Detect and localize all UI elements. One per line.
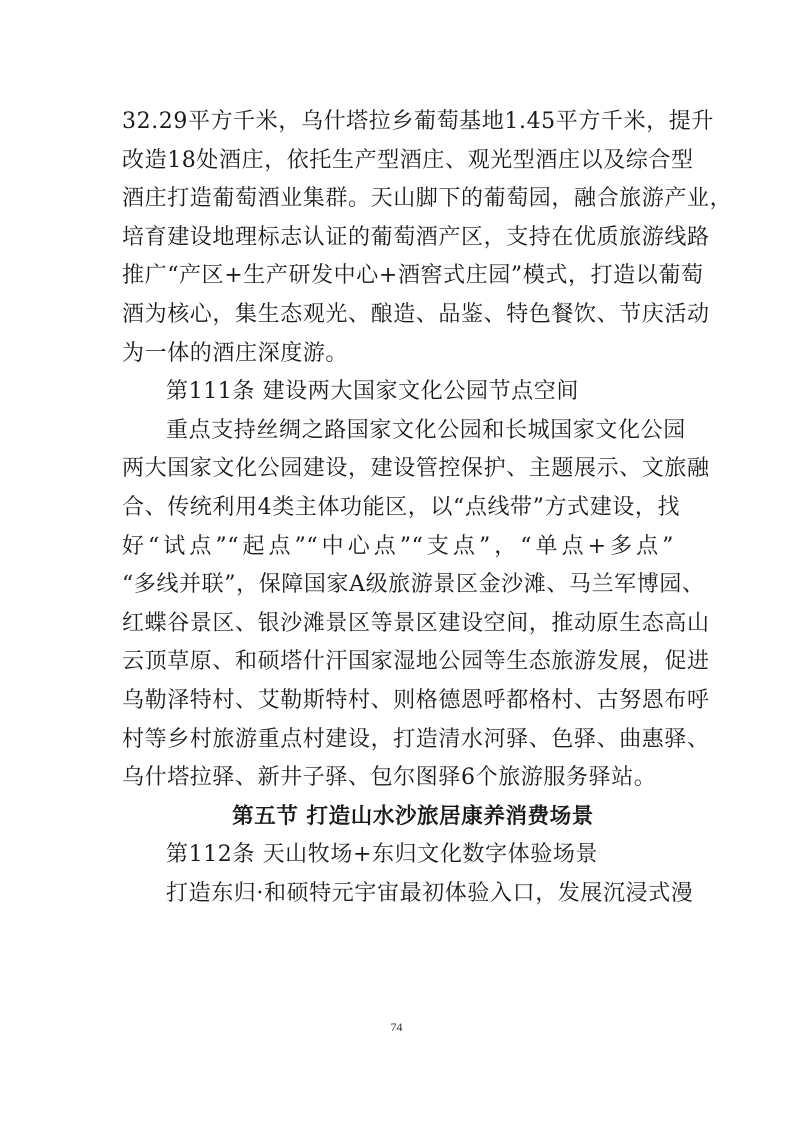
paragraph-line: 乌什塔拉驿、新井子驿、包尔图驿6个旅游服务驿站。 bbox=[122, 765, 657, 791]
paragraph-line: 改造18处酒庄，依托生产型酒庄、观光型酒庄以及综合型 bbox=[122, 147, 694, 173]
paragraph-line: 酒庄打造葡萄酒业集群。天山脚下的葡萄园，融合旅游产业， bbox=[122, 186, 733, 212]
paragraph-line: 合、传统利用4类主体功能区，以“点线带”方式建设，找 bbox=[122, 494, 681, 520]
page-number: 74 bbox=[390, 1020, 403, 1034]
paragraph-line: 红蝶谷景区、银沙滩景区等景区建设空间，推动原生态高山 bbox=[122, 610, 710, 636]
paragraph-line: “多线并联”，保障国家A级旅游景区金沙滩、马兰军博园、 bbox=[122, 572, 705, 598]
page-body bbox=[122, 103, 733, 913]
paragraph-line: 打造东归·和硕特元宇宙最初体验入口，发展沉浸式漫 bbox=[166, 880, 694, 906]
article-111-heading: 第111条 建设两大国家文化公园节点空间 bbox=[166, 379, 579, 405]
paragraph-line: 酒为核心，集生态观光、酿造、品鉴、特色餐饮、节庆活动 bbox=[122, 301, 710, 327]
article-112-heading: 第112条 天山牧场+东归文化数字体验场景 bbox=[166, 842, 599, 868]
paragraph-line: 云顶草原、和硕塔什汗国家湿地公园等生态旅游发展，促进 bbox=[122, 649, 710, 675]
paragraph-line: 两大国家文化公园建设，建设管控保护、主题展示、文旅融 bbox=[122, 456, 710, 482]
paragraph-line: 乌勒泽特村、艾勒斯特村、则格德恩呼都格村、古努恩布呼 bbox=[122, 687, 710, 713]
paragraph-line: 重点支持丝绸之路国家文化公园和长城国家文化公园 bbox=[166, 417, 686, 443]
paragraph-line: 为一体的酒庄深度游。 bbox=[122, 340, 349, 366]
paragraph-line: 好“试点”“起点”“中心点”“支点”，“单点+多点” bbox=[122, 533, 674, 559]
paragraph-line: 32.29平方千米，乌什塔拉乡葡萄基地1.45平方千米，提升 bbox=[122, 109, 714, 134]
paragraph-line: 村等乡村旅游重点村建设，打造清水河驿、色驿、曲惠驿、 bbox=[122, 726, 710, 752]
paragraph-line: 培育建设地理标志认证的葡萄酒产区，支持在优质旅游线路 bbox=[122, 224, 710, 250]
paragraph-line: 推广“产区+生产研发中心+酒窖式庄园”模式，打造以葡萄 bbox=[122, 263, 704, 289]
section-5-heading: 第五节 打造山水沙旅居康养消费场景 bbox=[232, 803, 594, 829]
